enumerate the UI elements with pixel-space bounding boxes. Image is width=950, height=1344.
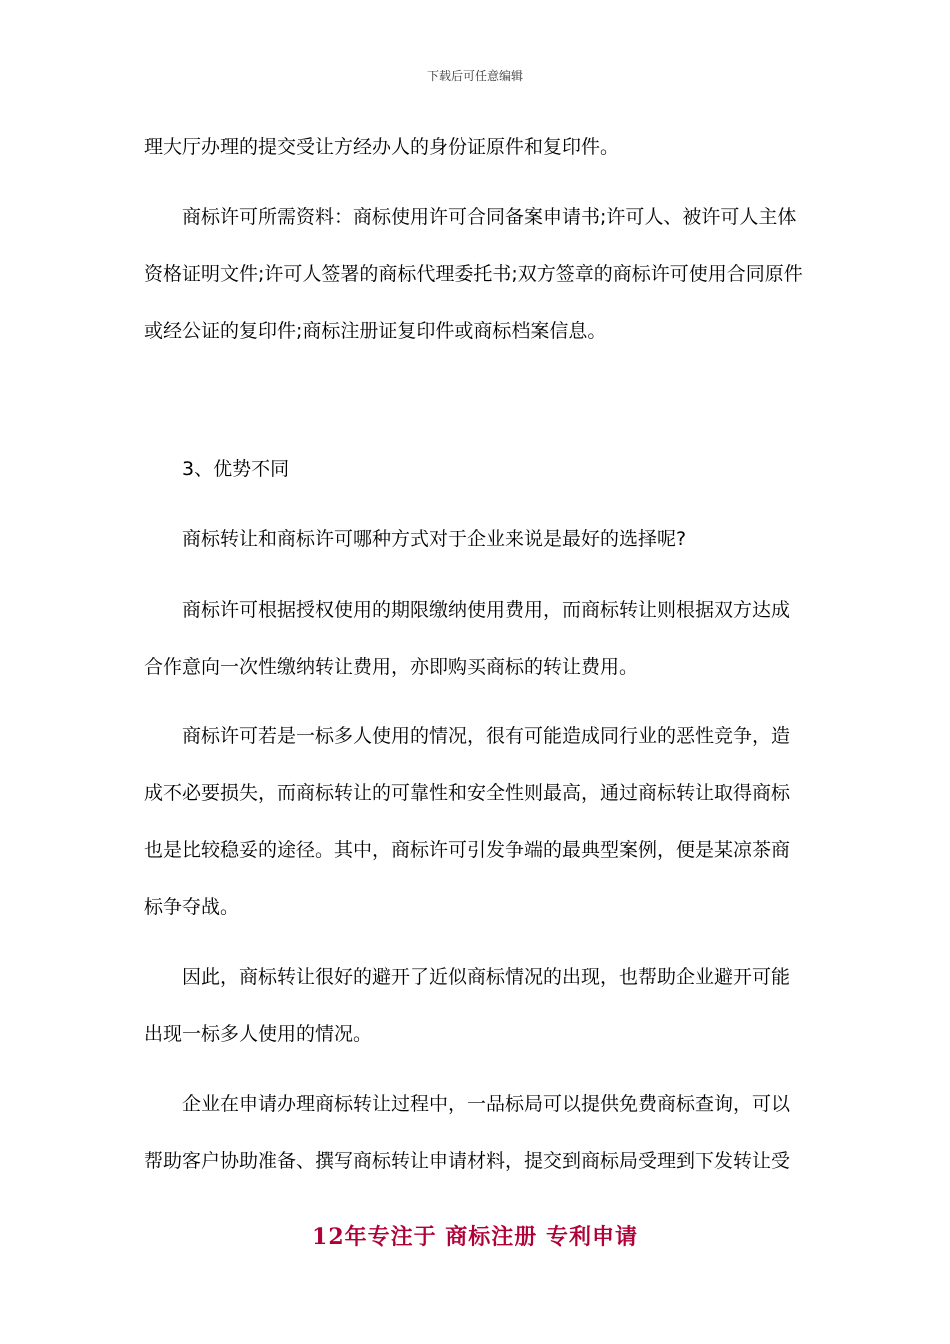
paragraph-line: 资格证明文件;许可人签署的商标代理委托书;双方签章的商标许可使用合同原件	[144, 263, 803, 285]
paragraph-line: 因此，商标转让很好的避开了近似商标情况的出现，也帮助企业避开可能	[182, 966, 791, 988]
paragraph-line: 商标许可所需资料：商标使用许可合同备案申请书;许可人、被许可人主体	[182, 206, 797, 228]
section-heading: 3、优势不同	[182, 458, 290, 480]
paragraph-line: 标争夺战。	[144, 896, 240, 918]
paragraph-line: 合作意向一次性缴纳转让费用，亦即购买商标的转让费用。	[144, 656, 639, 678]
paragraph-line: 理大厅办理的提交受让方经办人的身份证原件和复印件。	[144, 136, 620, 158]
footer-slogan: 12年专注于 商标注册 专利申请	[312, 1224, 638, 1250]
paragraph-line: 也是比较稳妥的途径。其中，商标许可引发争端的最典型案例，便是某凉茶商	[144, 839, 791, 861]
paragraph-line: 企业在申请办理商标转让过程中，一品标局可以提供免费商标查询，可以	[182, 1093, 791, 1115]
paragraph-line: 商标许可若是一标多人使用的情况，很有可能造成同行业的恶性竞争，造	[182, 725, 791, 747]
paragraph-line: 成不必要损失，而商标转让的可靠性和安全性则最高，通过商标转让取得商标	[144, 782, 791, 804]
paragraph-line: 或经公证的复印件;商标注册证复印件或商标档案信息。	[144, 320, 607, 342]
paragraph-line: 商标转让和商标许可哪种方式对于企业来说是最好的选择呢?	[182, 528, 687, 550]
paragraph-line: 帮助客户协助准备、撰写商标转让申请材料，提交到商标局受理到下发转让受	[144, 1150, 791, 1172]
paragraph-line: 商标许可根据授权使用的期限缴纳使用费用，而商标转让则根据双方达成	[182, 599, 791, 621]
page-header: 下载后可任意编辑	[426, 69, 523, 83]
paragraph-line: 出现一标多人使用的情况。	[144, 1023, 373, 1045]
